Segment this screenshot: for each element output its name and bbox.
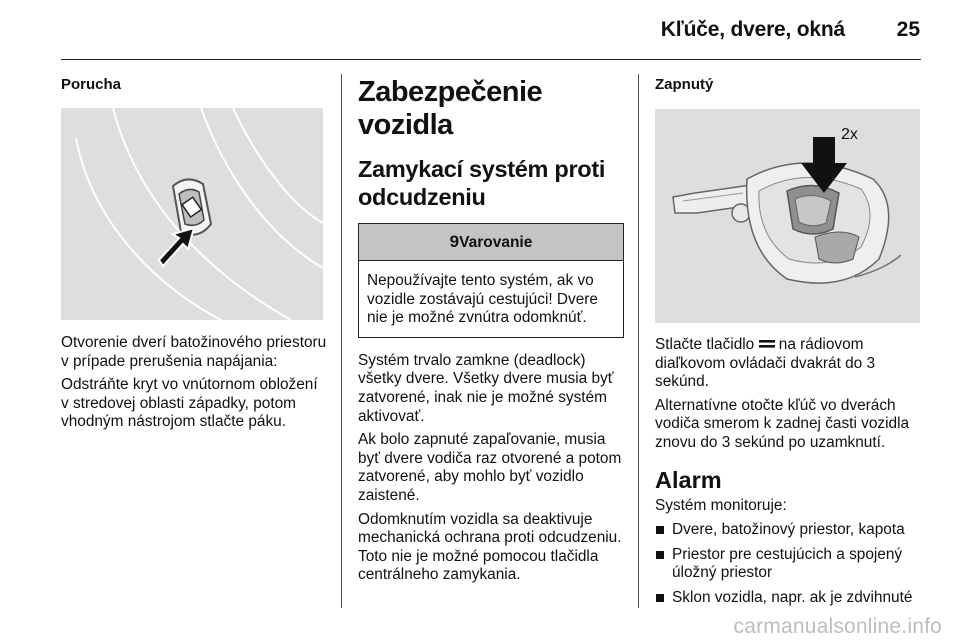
trunk-lever-illustration — [61, 108, 323, 320]
figure-caption: Otvorenie dverí batožinového priestoru v prípade prerušenia napájania: — [61, 334, 327, 370]
list-item: Sklon vozidla, napr. ak je zdvihnuté — [655, 589, 925, 608]
header-rule — [61, 59, 921, 60]
section-title-alarm: Alarm — [655, 466, 722, 493]
column-middle — [358, 74, 624, 585]
section-heading-zapnuty: Zapnutý — [655, 76, 714, 93]
text-fragment: na rádiovom diaľkovom ovládači dvakrát do 3 sekúnd. — [655, 336, 876, 391]
column-left — [61, 74, 327, 432]
watermark: carmanualsonline.info — [733, 615, 942, 638]
column-divider — [638, 74, 639, 608]
warning-text: Nepoužívajte tento systém, ak vo vozidle zostávajú cestujúci! Dvere nie je možné zvnútra odomknúť. — [367, 272, 598, 327]
warning-icon: 9 — [449, 232, 460, 251]
body-paragraph: Alternatívne otočte kľúč vo dverách vodiča smerom k zadnej časti vozidla znovu do 3 sekúnd po uzamknutí. — [655, 396, 910, 451]
key-remote-illustration — [655, 109, 920, 323]
warning-label: Varovanie — [459, 234, 533, 251]
body-paragraph: Systém monitoruje: — [655, 496, 787, 514]
list-item: Priestor pre cestujúcich a spojený úložný priestor — [655, 546, 925, 583]
lock-button-icon — [759, 339, 775, 349]
column-right — [655, 74, 925, 614]
section-subtitle: Zamykací systém proti odcudzeniu — [358, 156, 606, 210]
section-heading-porucha: Porucha — [61, 76, 122, 93]
body-paragraph: Odomknutím vozidla sa deaktivuje mechanická ochrana proti odcudzeniu. Toto nie je možné pomocou tlačidla centrálneho zamykania. — [358, 510, 622, 584]
page-number: 25 — [896, 18, 920, 41]
warning-box — [358, 223, 624, 338]
page-header-title: Kľúče, dvere, okná — [660, 18, 845, 41]
list-item: Dvere, batožinový priestor, kapota — [655, 521, 925, 540]
warning-header — [359, 224, 623, 261]
press-count-label: 2x — [841, 126, 858, 143]
body-paragraph: Systém trvalo zamkne (deadlock) všetky dvere. Všetky dvere musia byť zatvorené, inak nie je možné systém aktivovať. — [358, 351, 614, 425]
body-paragraph: Odstráňte kryt vo vnútornom obložení v stredovej oblasti západky, potom vhodným nástrojom stlačte páku. — [61, 376, 318, 431]
paragraphs — [358, 352, 624, 585]
bullet-list — [655, 521, 925, 607]
body-paragraph: Ak bolo zapnuté zapaľovanie, musia byť dvere vodiča raz otvorené a potom zatvorené, aby mohlo byť vozidlo zaistené. — [358, 431, 622, 504]
column-divider — [341, 74, 342, 608]
section-title: Zabezpečenie vozidla — [358, 76, 543, 141]
body-paragraph — [655, 336, 925, 392]
text-fragment: Stlačte tlačidlo — [655, 336, 759, 353]
